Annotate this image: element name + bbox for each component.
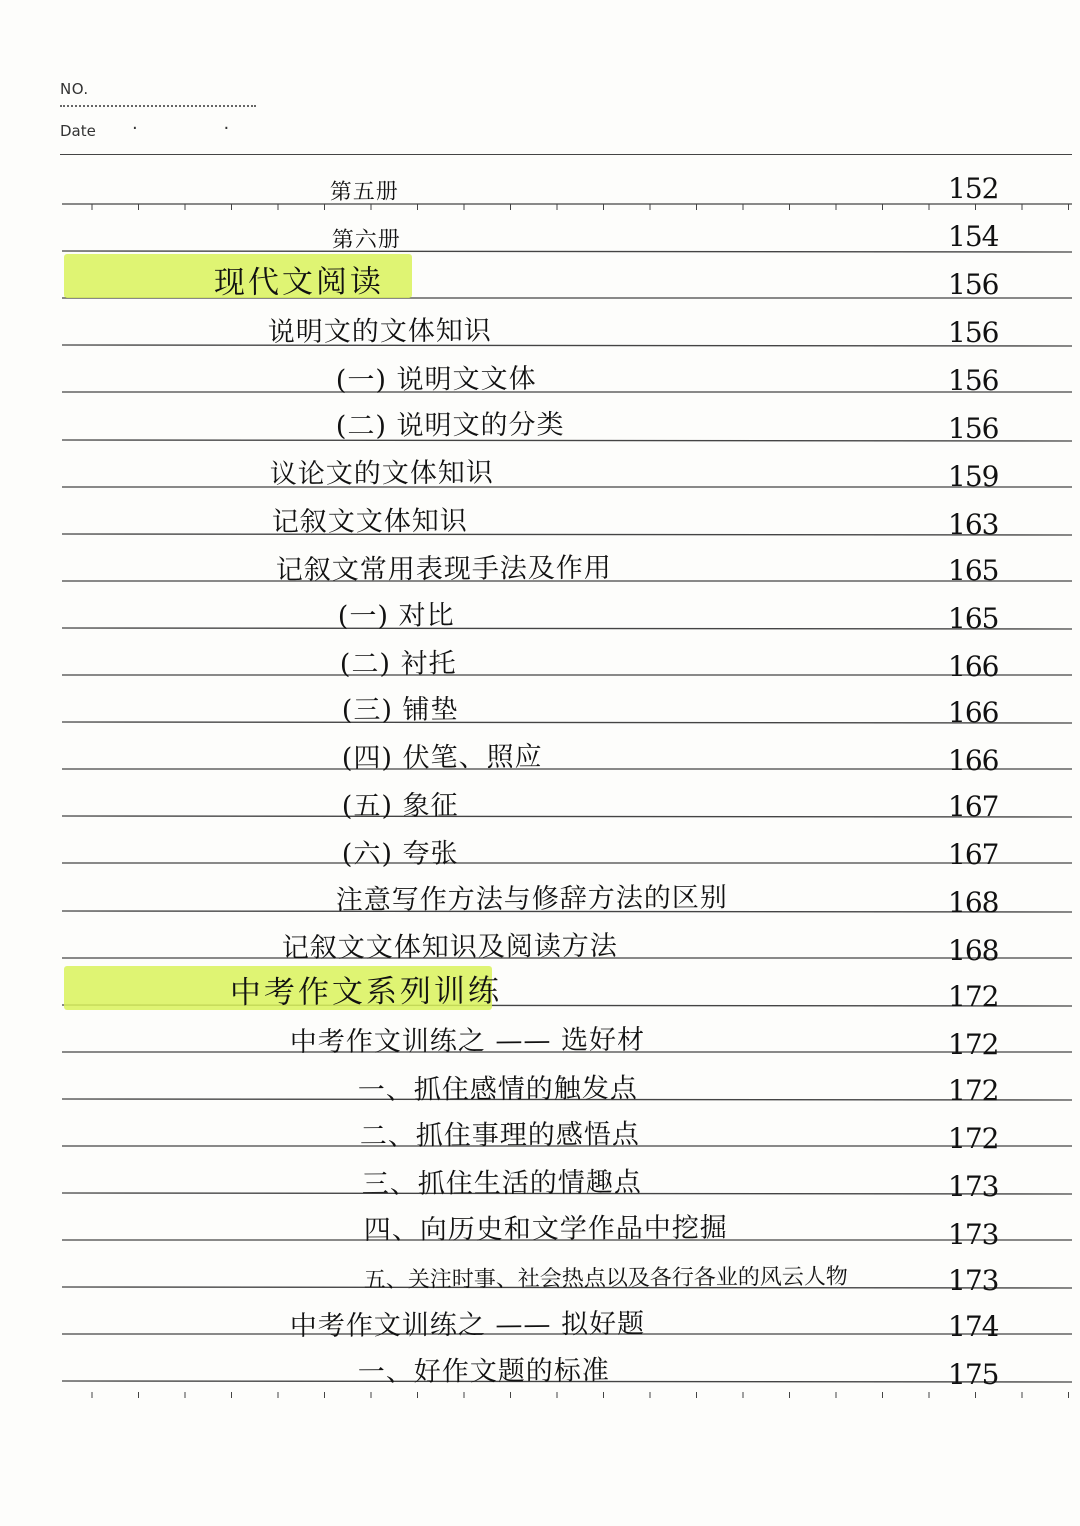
toc-entry-text: 四、向历史和文学作品中挖掘 [363,1212,728,1246]
toc-entry-page: 174 [948,1310,999,1343]
ruled-line [62,345,1072,346]
toc-entry-text: (二) 衬托 [339,648,457,681]
ruled-line [62,628,1072,629]
toc-entry-page: 156 [948,412,999,445]
toc-entry-text: (二) 说明文的分类 [335,409,565,443]
number-label: NO. [60,80,89,98]
toc-entry-page: 167 [948,838,999,871]
toc-entry-page: 168 [948,934,999,967]
toc-entry-text: 记叙文文体知识 [271,505,468,539]
toc-entry-text: 议论文的文体知识 [269,457,494,491]
toc-entry-text: 记叙文常用表现手法及作用 [275,552,612,587]
toc-entry-text: 一、抓住感情的触发点 [357,1073,638,1106]
ruled-line [62,722,1072,723]
toc-entry-page: 172 [948,1074,999,1107]
toc-entry-text: 第五册 [329,179,399,206]
toc-entry-page: 172 [948,1028,999,1061]
toc-entry-text: (一) 说明文文体 [335,363,537,397]
toc-entry-page: 156 [948,364,999,397]
date-dots: · · [132,118,270,139]
toc-entry-page: 166 [948,696,999,729]
toc-entry-page: 173 [948,1170,999,1203]
toc-entry-page: 163 [948,508,999,541]
toc-entry-page: 156 [948,268,999,301]
toc-entry-text: 记叙文文体知识及阅读方法 [281,930,618,965]
toc-entry-page: 168 [948,886,999,919]
toc-entry-page: 166 [948,744,999,777]
toc-entry-text: 中考作文训练之 —— 选好材 [289,1024,646,1058]
toc-section-heading: 现代文阅读 [213,263,385,301]
toc-entry-text: 第六册 [331,227,401,254]
toc-entry-text: 中考作文训练之 —— 拟好题 [289,1308,646,1342]
toc-entry-text: 五、关注时事、社会热点以及各行各业的风云人物 [363,1264,848,1294]
ruled-line [62,534,1072,535]
toc-entry-page: 154 [948,220,999,253]
toc-entry-text: (六) 夸张 [341,838,459,871]
toc-entry-page: 167 [948,790,999,823]
toc-entry-page: 166 [948,650,999,683]
ruled-line [62,251,1072,252]
date-label: Date [60,122,96,140]
toc-entry-page: 165 [948,602,999,635]
toc-entry-page: 173 [948,1264,999,1297]
toc-entry-text: 注意写作方法与修辞方法的区别 [335,882,728,917]
ruled-line [62,816,1072,817]
ruled-line [62,440,1072,441]
toc-entry-page: 165 [948,554,999,587]
toc-entry-page: 172 [948,980,999,1013]
toc-entry-text: 一、好作文题的标准 [357,1355,610,1388]
toc-entry-page: 172 [948,1122,999,1155]
toc-entry-page: 173 [948,1218,999,1251]
toc-entry-text: 说明文的文体知识 [267,315,492,349]
toc-entry-text: 三、抓住生活的情趣点 [361,1167,642,1200]
toc-entry-text: 二、抓住事理的感悟点 [359,1119,640,1152]
toc-section-heading: 中考作文系列训练 [229,973,503,1011]
toc-entry-page: 159 [948,460,999,493]
toc-entry-page: 152 [948,172,999,205]
toc-entry-text: (四) 伏笔、照应 [341,741,543,775]
toc-entry-text: (五) 象征 [341,790,459,823]
toc-entry-text: (一) 对比 [337,600,455,633]
toc-entry-page: 156 [948,316,999,349]
toc-entry-text: (三) 铺垫 [341,694,459,727]
toc-entry-page: 175 [948,1358,999,1391]
